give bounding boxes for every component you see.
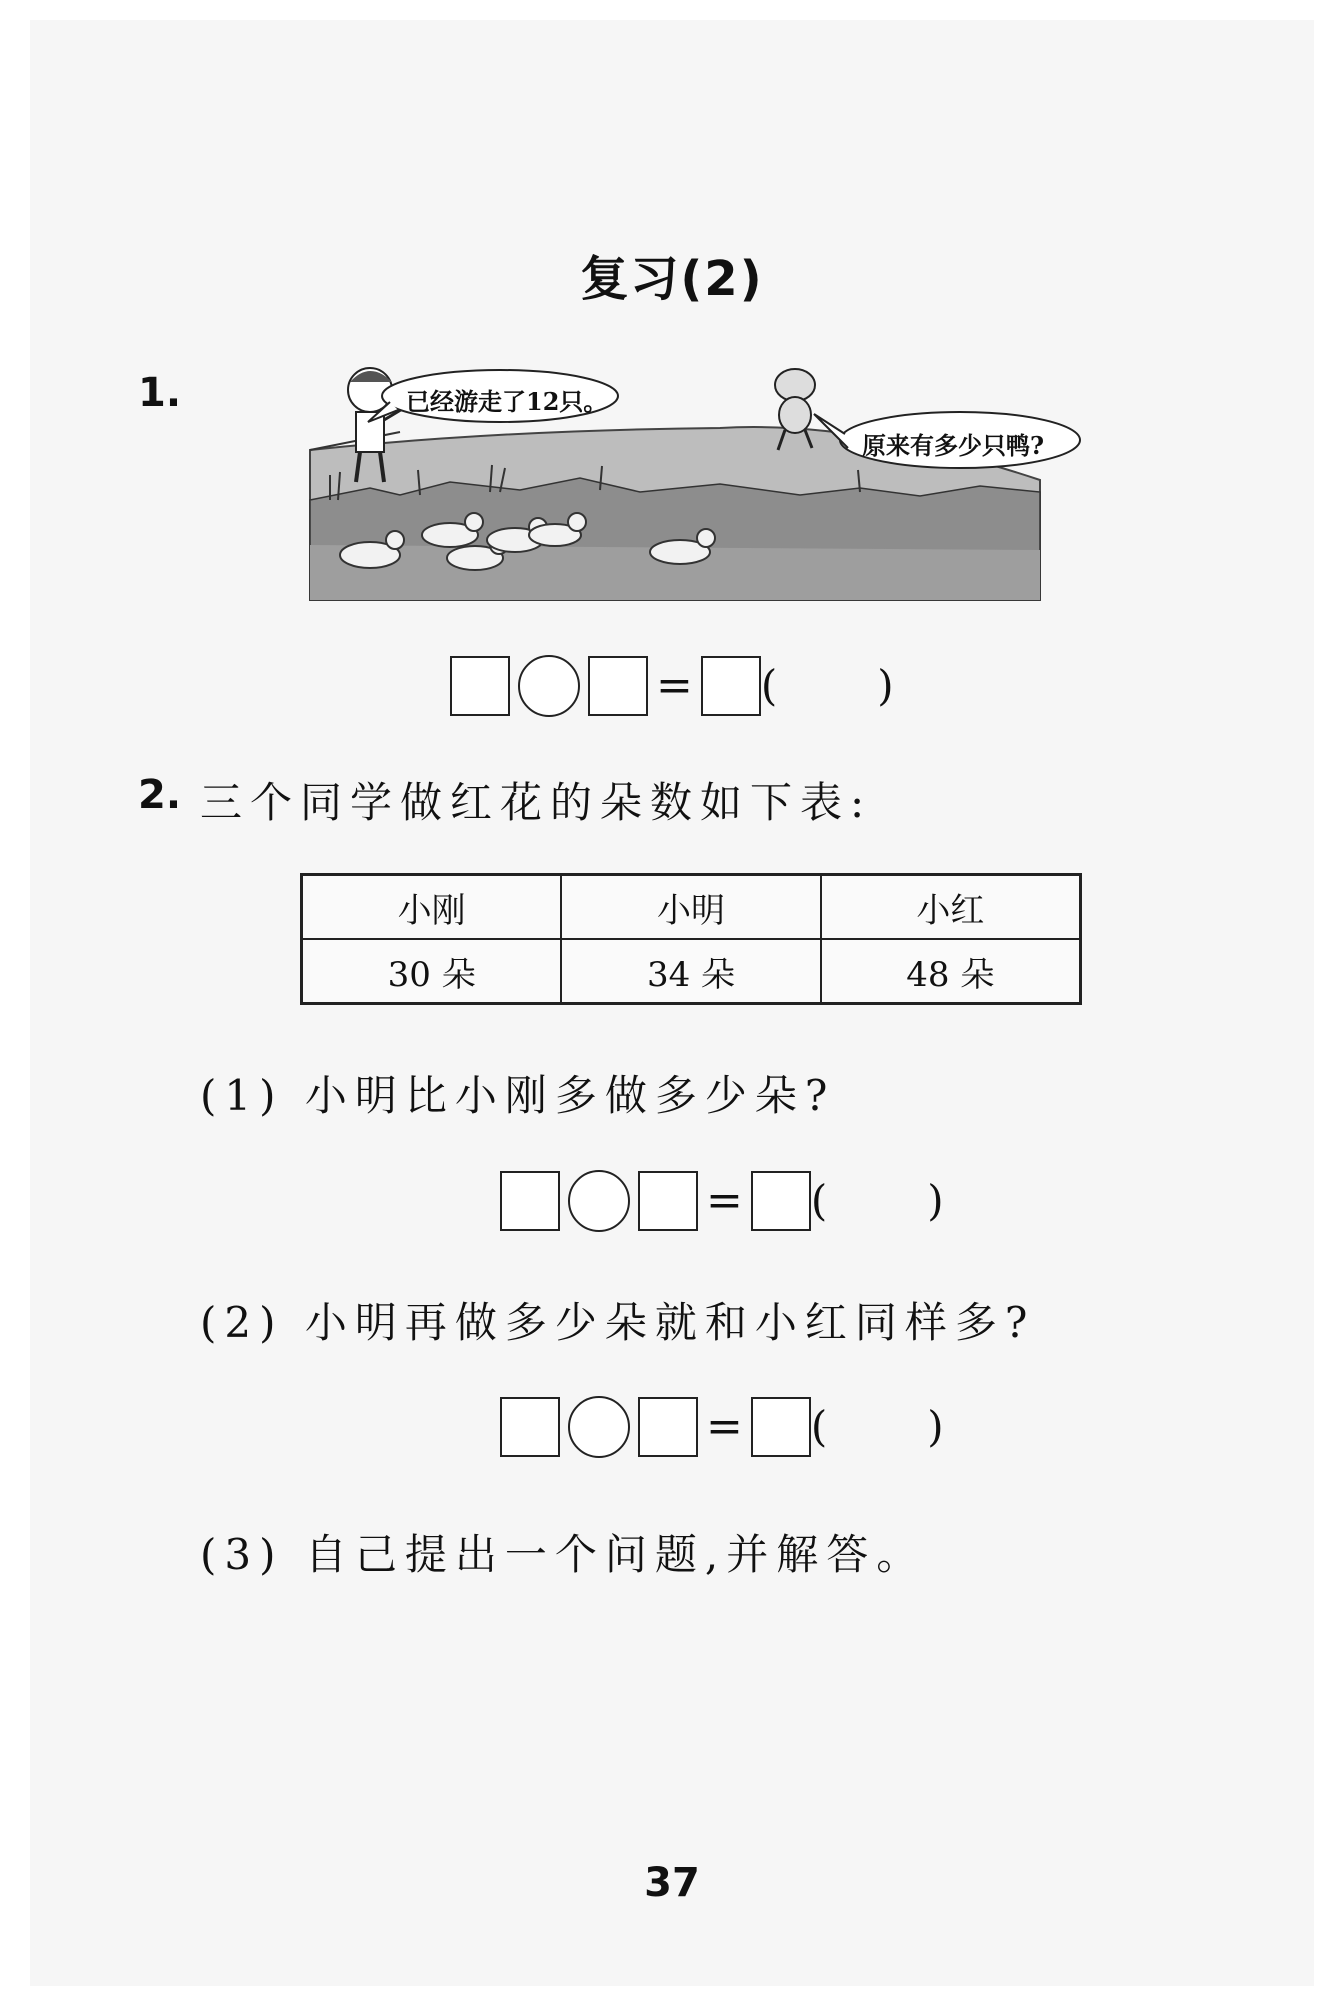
answer-box[interactable] [751, 1171, 811, 1231]
boy-speech-text: 已经游走了12只。 [406, 387, 608, 416]
sub1-equation [500, 1170, 944, 1232]
table-cell: 34 朵 [561, 939, 820, 1004]
table-cell: 30 朵 [302, 939, 562, 1004]
answer-box[interactable] [638, 1171, 698, 1231]
unit-paren-open: ( [760, 661, 778, 710]
answer-box[interactable] [638, 1397, 698, 1457]
unit-paren-open: ( [810, 1402, 828, 1451]
table-header-cell: 小红 [821, 875, 1081, 940]
operator-circle[interactable] [568, 1396, 630, 1458]
question-2-number: 2. [138, 772, 182, 818]
duck-pond-illustration [300, 360, 1100, 610]
question-2-prompt: 三个同学做红花的朵数如下表: [200, 778, 873, 827]
unit-paren-open: ( [810, 1176, 828, 1225]
answer-box[interactable] [588, 656, 648, 716]
sub-question-1: (1) 小明比小刚多做多少朵? [200, 1071, 836, 1120]
answer-box[interactable] [450, 656, 510, 716]
sub-question-3: (3) 自己提出一个问题,并解答。 [200, 1530, 927, 1579]
answer-box[interactable] [500, 1171, 560, 1231]
q1-equation [450, 655, 894, 717]
sub2-equation [500, 1396, 944, 1458]
page-number: 37 [644, 1860, 700, 1906]
page-title: 复习(2) [580, 251, 764, 307]
question-1-number: 1. [138, 370, 182, 416]
answer-box[interactable] [701, 656, 761, 716]
answer-box[interactable] [500, 1397, 560, 1457]
operator-circle[interactable] [568, 1170, 630, 1232]
operator-circle[interactable] [518, 655, 580, 717]
equals-sign: = [706, 1175, 743, 1226]
frog-speech-text: 原来有多少只鸭? [862, 431, 1045, 460]
sub-question-2: (2) 小明再做多少朵就和小红同样多? [200, 1298, 1036, 1347]
table-cell: 48 朵 [821, 939, 1081, 1004]
table-header-cell: 小明 [561, 875, 820, 940]
table-header-row [302, 875, 1081, 940]
table-row [302, 939, 1081, 1004]
equals-sign: = [706, 1401, 743, 1452]
table-header-cell: 小刚 [302, 875, 562, 940]
unit-paren-close: ) [877, 661, 894, 710]
unit-paren-close: ) [927, 1402, 944, 1451]
flower-count-table [300, 873, 1082, 1005]
equals-sign: = [656, 660, 693, 711]
answer-box[interactable] [751, 1397, 811, 1457]
unit-paren-close: ) [927, 1176, 944, 1225]
